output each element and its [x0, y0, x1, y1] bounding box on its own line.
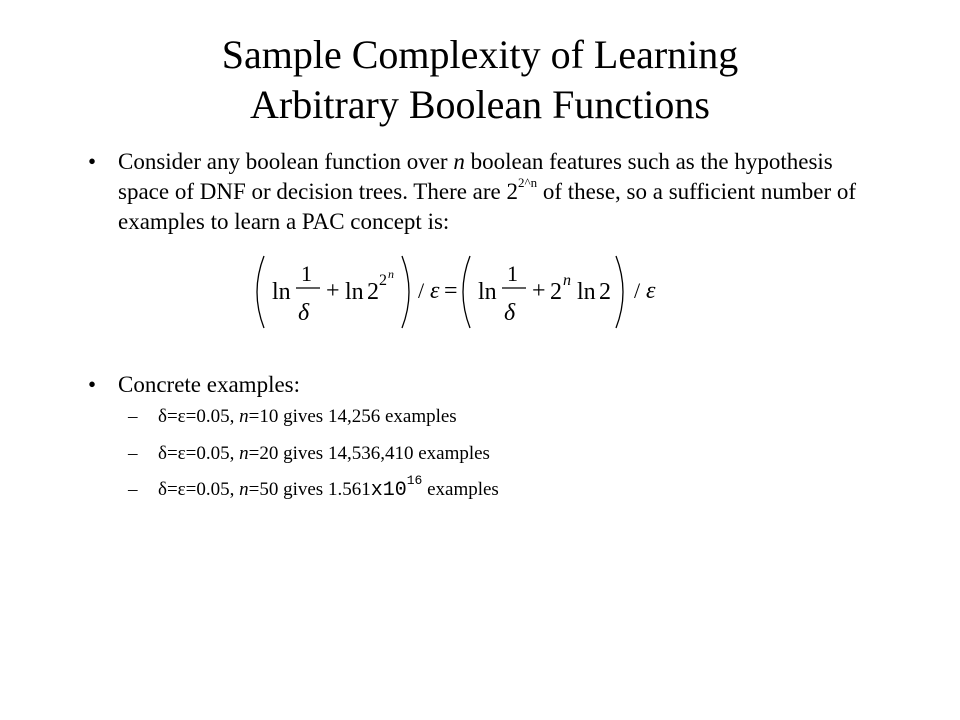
example-result: =20 gives 14,536,410 examples [248, 443, 490, 464]
bullet-marker: • [88, 149, 97, 174]
bullet-marker: • [88, 372, 97, 397]
right-paren-1 [402, 256, 409, 328]
delta-2: δ [504, 300, 516, 326]
times-ten: x10 [370, 479, 407, 502]
example-params: δ=ε=0.05, [158, 443, 240, 464]
slash-2: / [634, 278, 641, 303]
two-1: 2 [367, 279, 379, 305]
plus-1: + [326, 278, 340, 304]
bullet-concrete-examples [88, 370, 888, 400]
epsilon-2: ε [646, 278, 656, 304]
bullet-text-part: boolean features such as the hypothesis space of DNF or decision trees. There are 2 [118, 149, 833, 204]
numerator-1: 1 [301, 261, 312, 286]
dash-marker: – [128, 479, 138, 500]
sup-n-1: n [388, 267, 394, 281]
ln-3: ln [478, 279, 497, 305]
sup-two-1: 2 [379, 272, 387, 289]
bullet-text-part: Consider any boolean function over [118, 149, 454, 174]
exponent: 2^n [518, 175, 538, 191]
example-text [158, 473, 888, 504]
slide-title [0, 30, 960, 130]
variable-n: n [239, 479, 249, 500]
example-result: =10 gives 14,256 examples [248, 406, 457, 427]
scientific-notation [370, 473, 423, 502]
example-result: =50 gives 1.561 [248, 479, 371, 500]
power: 16 [406, 473, 423, 489]
ln-2: ln [345, 279, 364, 305]
equals: = [444, 278, 458, 304]
ln-4: ln [577, 279, 596, 305]
numerator-2: 1 [507, 261, 518, 286]
dash-marker: – [128, 443, 138, 464]
slash-1: / [418, 278, 425, 303]
two-2: 2 [550, 279, 562, 305]
variable-n: n [239, 406, 249, 427]
bullet-text [118, 147, 888, 237]
dash-marker: – [128, 406, 138, 427]
two-3: 2 [599, 279, 611, 305]
plus-2: + [532, 278, 546, 304]
example-params: δ=ε=0.05, [158, 406, 240, 427]
example-suffix: examples [422, 479, 499, 500]
sample-complexity-formula [250, 252, 680, 332]
ln-1: ln [272, 279, 291, 305]
bullet-text: Concrete examples: [118, 372, 301, 397]
title-line-1: Sample Complexity of Learning [221, 32, 739, 77]
title-line-2: Arbitrary Boolean Functions [250, 82, 710, 127]
example-params: δ=ε=0.05, [158, 479, 240, 500]
epsilon-1: ε [430, 278, 440, 304]
variable-n: n [453, 149, 465, 174]
sup-n-2: n [563, 272, 571, 289]
variable-n: n [239, 443, 249, 464]
left-paren-1 [257, 256, 264, 328]
bullet-text-part: of these, so a sufficient number of examples to learn a PAC concept is: [118, 179, 857, 234]
example-text [158, 404, 888, 430]
example-text [158, 441, 888, 467]
bullet-boolean-functions [88, 147, 888, 247]
left-paren-2 [463, 256, 470, 328]
right-paren-2 [616, 256, 623, 328]
delta-1: δ [298, 300, 310, 326]
